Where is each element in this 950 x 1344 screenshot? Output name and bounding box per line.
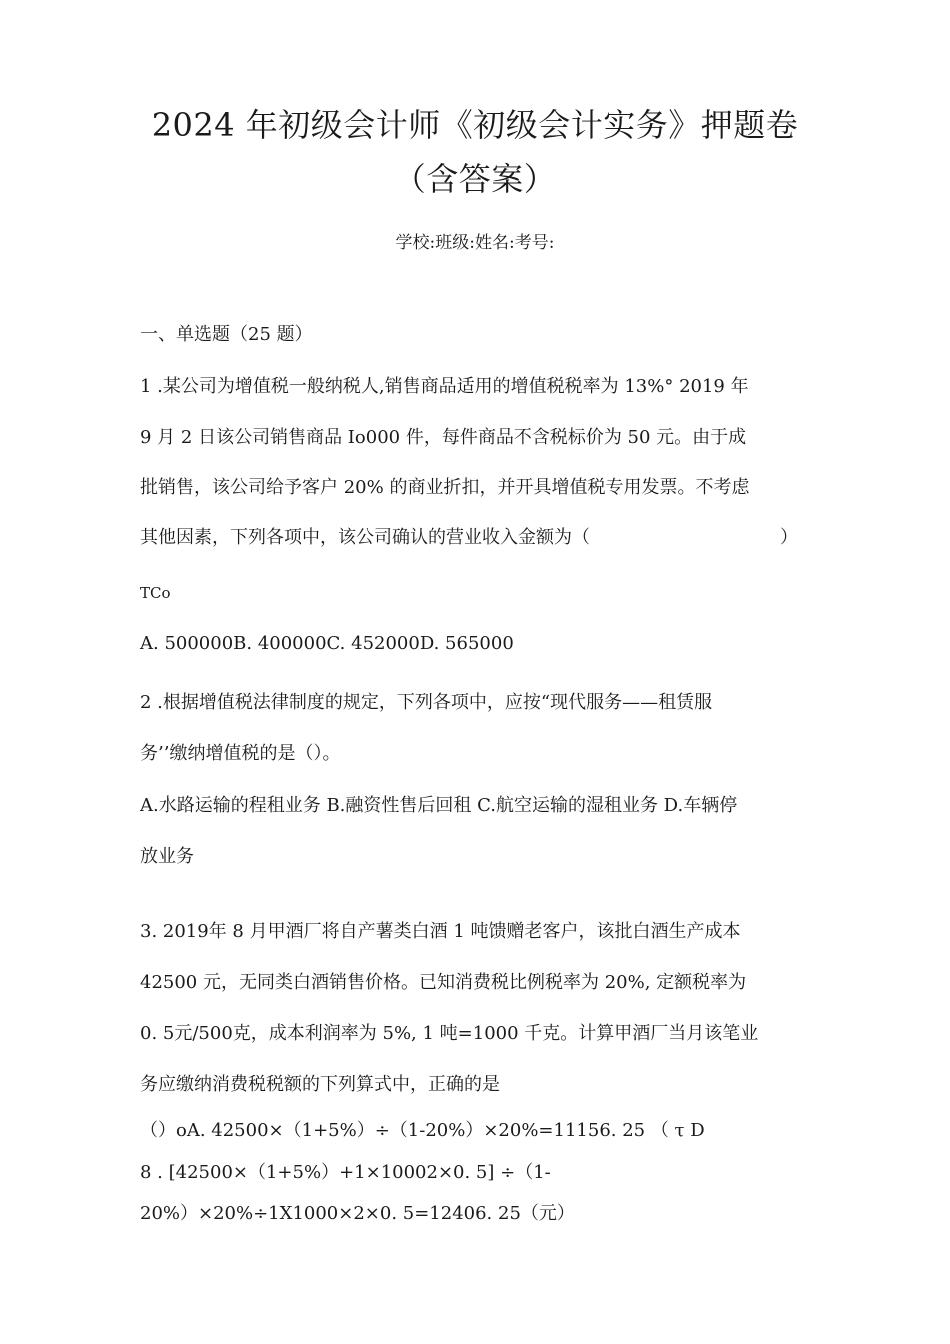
question-3-line-4: 务应缴纳消费税税额的下列算式中，正确的是 <box>140 1074 500 1095</box>
question-1-options: A. 500000B. 400000C. 452000D. 565000 <box>140 633 514 654</box>
question-2-line-2: 务’’缴纳增值税的是（）。 <box>140 743 341 764</box>
student-info-line: 学校:班级:姓名:考号: <box>395 233 555 253</box>
question-2-line-1: 2 .根据增值税法律制度的规定，下列各项中，应按“现代服务——租赁服 <box>140 692 713 713</box>
question-3-option-b-line-1: 8 . [42500×（1+5%）+1×10002×0. 5] ÷（1- <box>140 1162 551 1183</box>
question-1-line-4: 其他因素，下列各项中，该公司确认的营业收入金额为（ <box>140 527 590 548</box>
question-3-line-2: 42500 元，无同类白酒销售价格。已知消费税比例税率为 20%, 定额税率为 <box>140 972 747 993</box>
question-1-line-2: 9 月 2 日该公司销售商品 Io000 件，每件商品不含税标价为 50 元。由于成 <box>140 427 747 448</box>
question-3-option-b-line-2: 20%）×20%÷1X1000×2×0. 5=12406. 25（元） <box>140 1203 575 1224</box>
question-3-line-3: 0. 5元/500克，成本利润率为 5%, 1 吨=1000 千克。计算甲酒厂当月该笔业 <box>140 1023 759 1044</box>
question-1-note: TCo <box>140 584 171 602</box>
question-3-option-a: （）oA. 42500×（1+5%）÷（1-20%）×20%=11156. 25 （ τ D <box>140 1120 705 1141</box>
question-1-line-1: 1 .某公司为增值税一般纳税人,销售商品适用的增值税税率为 13%° 2019 年 <box>140 376 749 397</box>
question-3-line-1: 3. 2019年 8 月甲酒厂将自产薯类白酒 1 吨馈赠老客户，该批白酒生产成本 <box>140 921 741 942</box>
section-heading: 一、单选题（25 题） <box>140 324 313 345</box>
question-1-line-3: 批销售，该公司给予客户 20% 的商业折扣，并开具增值税专用发票。不考虑 <box>140 477 750 498</box>
question-2-options-line-1: A.水路运输的程租业务 B.融资性售后回租 C.航空运输的湿租业务 D.车辆停 <box>140 795 738 816</box>
question-1-close-paren: ） <box>780 527 798 548</box>
document-subtitle: （含答案） <box>393 160 557 198</box>
question-2-options-line-2: 放业务 <box>140 846 194 867</box>
document-title: 2024 年初级会计师《初级会计实务》押题卷 <box>151 106 799 144</box>
